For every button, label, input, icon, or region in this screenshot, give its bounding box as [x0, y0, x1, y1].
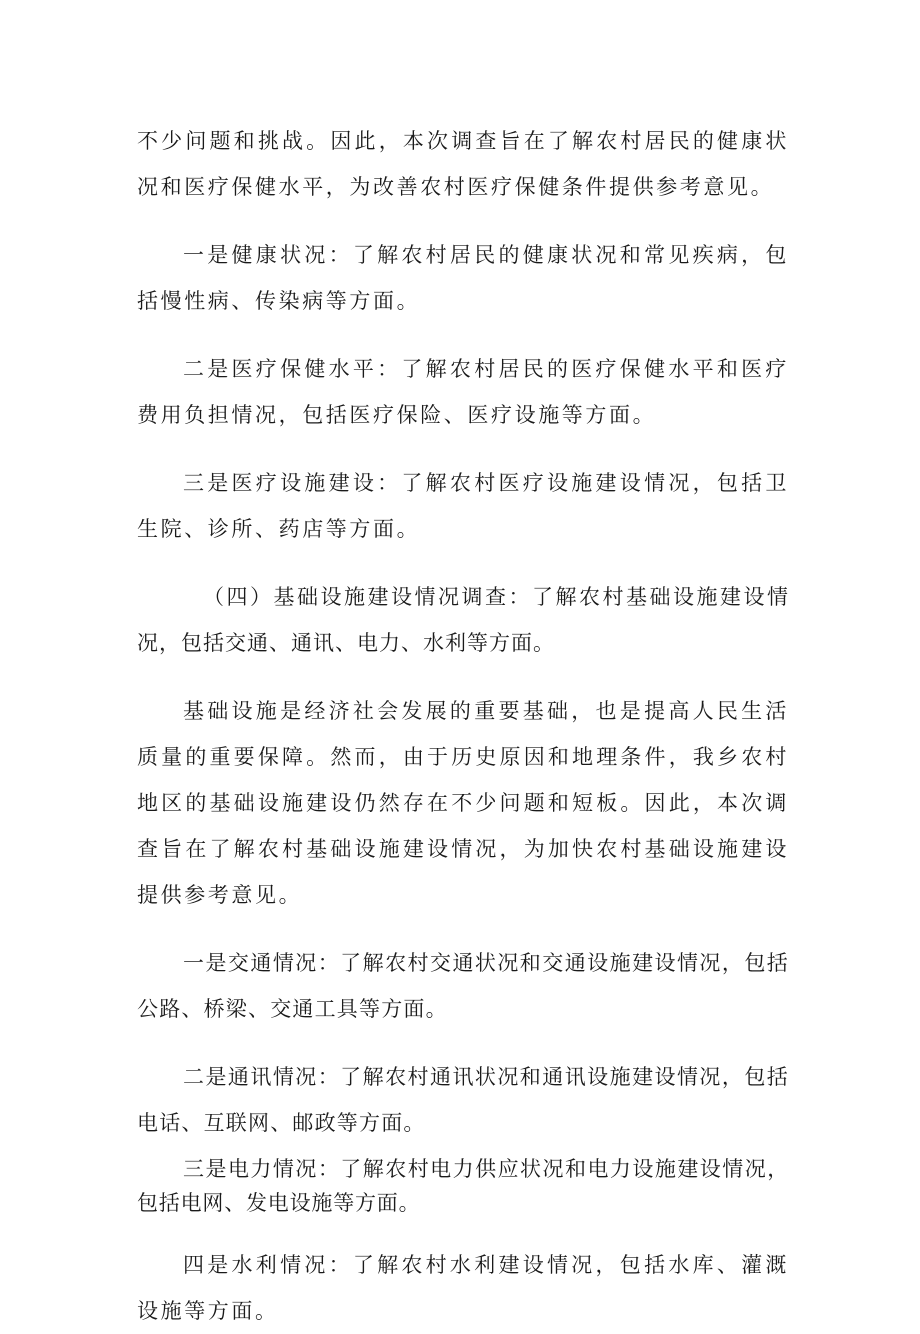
paragraph-3: 二是医疗保健水平：了解农村居民的医疗保健水平和医疗费用负担情况，包括医疗保险、医疗设施等方面。 [137, 357, 789, 427]
document-body [137, 118, 789, 1334]
paragraph-1: 不少问题和挑战。因此，本次调查旨在了解农村居民的健康状况和医疗保健水平，为改善农村医疗保健条件提供参考意见。 [137, 129, 789, 199]
paragraph-2: 一是健康状况：了解农村居民的健康状况和常见疾病，包括慢性病、传染病等方面。 [137, 243, 789, 313]
paragraph-4: 三是医疗设施建设：了解农村医疗设施建设情况，包括卫生院、诊所、药店等方面。 [137, 471, 789, 541]
paragraph-7: 一是交通情况：了解农村交通状况和交通设施建设情况，包括公路、桥梁、交通工具等方面。 [137, 951, 789, 1021]
paragraph-9: 三是电力情况：了解农村电力供应状况和电力设施建设情况，包括电网、发电设施等方面。 [137, 1157, 789, 1215]
paragraph-6: 基础设施是经济社会发展的重要基础，也是提高人民生活质量的重要保障。然而，由于历史原因和地理条件，我乡农村地区的基础设施建设仍然存在不少问题和短板。因此，本次调查旨在了解农村基础设施建设情况，为加快农村基础设施建设提供参考意见。 [137, 699, 789, 907]
paragraph-8: 二是通讯情况：了解农村通讯状况和通讯设施建设情况，包括电话、互联网、邮政等方面。 [137, 1065, 789, 1135]
paragraph-10: 四是水利情况：了解农村水利建设情况，包括水库、灌溉设施等方面。 [137, 1253, 789, 1323]
section-heading-infrastructure: （四）基础设施建设情况调查：了解农村基础设施建设情况，包括交通、通讯、电力、水利等方面。 [137, 585, 789, 655]
